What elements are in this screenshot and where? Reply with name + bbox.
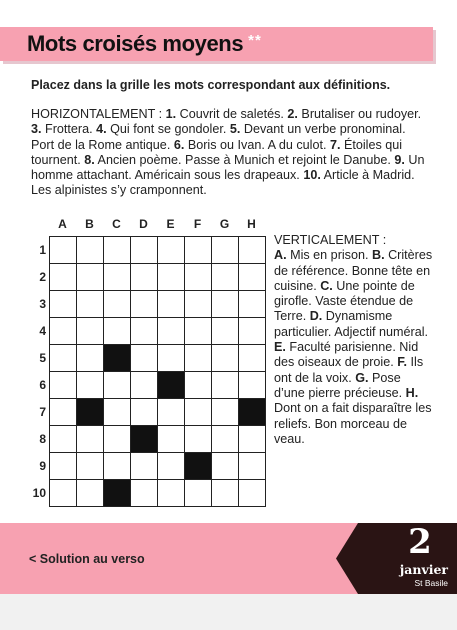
- grid-cell[interactable]: [211, 263, 238, 290]
- grid-cell[interactable]: [76, 236, 103, 263]
- grid-cell[interactable]: [130, 479, 157, 506]
- vertical-clue-text: Une pointe de girofle. Vaste étendue de Terre.: [274, 278, 415, 324]
- grid-cell[interactable]: [76, 479, 103, 506]
- grid-cell[interactable]: [184, 344, 211, 371]
- row-number: 7: [39, 405, 46, 419]
- row-number: 10: [32, 486, 46, 500]
- column-letter: E: [166, 217, 175, 231]
- grid-cell[interactable]: [130, 452, 157, 479]
- vertical-clue-number: C.: [320, 278, 333, 293]
- vertical-clue-number: A.: [274, 248, 287, 263]
- grid-cell[interactable]: [103, 236, 130, 263]
- horizontal-clue-number: 7.: [329, 137, 341, 152]
- grid-cell-black: [157, 371, 184, 398]
- grid-cell[interactable]: [157, 479, 184, 506]
- grid-cell[interactable]: [76, 344, 103, 371]
- grid-cell[interactable]: [238, 452, 265, 479]
- vertical-clue-text: Ils ont de la voix.: [274, 355, 424, 385]
- column-letter: C: [112, 217, 121, 231]
- page-title: [27, 31, 262, 57]
- vertical-clue-text: Dynamisme particulier. Adjectif numéral.: [274, 309, 428, 339]
- grid-cell[interactable]: [238, 479, 265, 506]
- grid-cell[interactable]: [157, 263, 184, 290]
- grid-cell[interactable]: [157, 317, 184, 344]
- column-letters: [49, 217, 265, 231]
- grid-cell[interactable]: [130, 344, 157, 371]
- grid-cell[interactable]: [49, 371, 76, 398]
- grid-cell[interactable]: [103, 263, 130, 290]
- grid-cell[interactable]: [76, 425, 103, 452]
- grid-cell[interactable]: [103, 425, 130, 452]
- grid-cell[interactable]: [76, 317, 103, 344]
- grid-cell[interactable]: [238, 317, 265, 344]
- grid-cell[interactable]: [184, 263, 211, 290]
- grid-cell[interactable]: [211, 236, 238, 263]
- column-letter: D: [139, 217, 148, 231]
- horizontal-clue-number: 10.: [303, 168, 321, 183]
- row-number: 2: [39, 270, 46, 284]
- grid-cell[interactable]: [103, 452, 130, 479]
- grid-cell[interactable]: [238, 236, 265, 263]
- column-letter: H: [247, 217, 256, 231]
- row-number: 3: [39, 297, 46, 311]
- row-number: 8: [39, 432, 46, 446]
- grid-cell[interactable]: [238, 290, 265, 317]
- grid-cell[interactable]: [211, 398, 238, 425]
- grid-cell[interactable]: [184, 236, 211, 263]
- grid-cell[interactable]: [130, 317, 157, 344]
- horizontal-clue-text: Frottera.: [41, 122, 93, 137]
- column-letter: G: [219, 217, 230, 231]
- grid-cell[interactable]: [157, 425, 184, 452]
- horizontal-clue-text: Un homme attachant. Américain sous les drapeaux.: [31, 152, 425, 183]
- grid-cell[interactable]: [238, 425, 265, 452]
- title-text: Mots croisés moyens: [27, 31, 244, 56]
- grid-cell[interactable]: [103, 290, 130, 317]
- horizontal-clue-text: Ancien poème. Passe à Munich et rejoint le Danube.: [94, 152, 391, 167]
- row-numbers: [22, 236, 46, 506]
- column-letter: B: [85, 217, 94, 231]
- vertical-clue-number: G.: [355, 370, 369, 385]
- footer-gray-strip: [0, 594, 457, 630]
- row-number: 6: [39, 378, 46, 392]
- grid-cell[interactable]: [130, 398, 157, 425]
- vertical-clue-number: H.: [405, 385, 419, 400]
- grid-cell[interactable]: [184, 398, 211, 425]
- grid-cell[interactable]: [49, 398, 76, 425]
- horizontal-clue-text: Qui font se gondoler.: [106, 122, 227, 137]
- grid-cell[interactable]: [76, 263, 103, 290]
- grid-cell[interactable]: [49, 479, 76, 506]
- saint-name: St Basile: [414, 578, 448, 588]
- grid-cell[interactable]: [157, 290, 184, 317]
- grid-cell[interactable]: [211, 371, 238, 398]
- grid-cell[interactable]: [184, 479, 211, 506]
- horizontal-clue-number: 8.: [84, 152, 95, 167]
- grid-cell[interactable]: [130, 371, 157, 398]
- horizontal-clue-text: Couvrit de saletés.: [176, 107, 284, 121]
- horizontal-clues: [31, 107, 427, 199]
- vertical-clue-number: E.: [274, 340, 286, 355]
- grid-cell[interactable]: [49, 425, 76, 452]
- grid-cell-black: [103, 344, 130, 371]
- column-letter: A: [58, 217, 67, 231]
- grid-cell[interactable]: [211, 479, 238, 506]
- grid-cell[interactable]: [157, 236, 184, 263]
- horizontal-clue-number: 2.: [287, 107, 298, 121]
- row-number: 9: [39, 459, 46, 473]
- grid-cell[interactable]: [184, 425, 211, 452]
- grid-cell[interactable]: [49, 236, 76, 263]
- solution-link[interactable]: < Solution au verso: [29, 552, 145, 566]
- grid-cell[interactable]: [49, 344, 76, 371]
- grid-cell[interactable]: [211, 452, 238, 479]
- row-number: 1: [39, 243, 46, 257]
- grid-cell[interactable]: [184, 371, 211, 398]
- vertical-clue-text: Critères de référence. Bonne tête en cuisine.: [274, 248, 433, 293]
- grid-cell[interactable]: [49, 452, 76, 479]
- horizontal-heading: HORIZONTALEMENT :: [31, 107, 163, 121]
- crossword-grid[interactable]: [49, 236, 266, 507]
- horizontal-clue-number: 1.: [165, 107, 177, 121]
- grid-cell-black: [130, 425, 157, 452]
- instruction-text: Placez dans la grille les mots correspondant aux définitions.: [31, 78, 391, 92]
- grid-cell[interactable]: [103, 317, 130, 344]
- grid-cell[interactable]: [103, 398, 130, 425]
- grid-cell[interactable]: [49, 317, 76, 344]
- row-number: 5: [39, 351, 46, 365]
- grid-cell[interactable]: [211, 425, 238, 452]
- vertical-clue-text: Pose d’une pierre précieuse.: [274, 370, 403, 400]
- horizontal-clue-text: Article à Madrid. Les alpinistes s’y cramponnent.: [31, 168, 415, 198]
- grid-cell-black: [103, 479, 130, 506]
- grid-cell[interactable]: [76, 452, 103, 479]
- horizontal-clue-text: Boris ou Ivan. A du culot.: [184, 137, 327, 152]
- horizontal-clue-text: Devant un verbe pronominal. Port de la Rome antique.: [31, 122, 406, 152]
- grid-cell-black: [76, 398, 103, 425]
- grid-cell[interactable]: [211, 344, 238, 371]
- grid-cell[interactable]: [76, 371, 103, 398]
- grid-cell[interactable]: [103, 371, 130, 398]
- horizontal-clue-text: Étoiles qui tournent.: [31, 137, 403, 167]
- grid-cell[interactable]: [130, 290, 157, 317]
- horizontal-clue-number: 5.: [229, 122, 241, 137]
- grid-cell[interactable]: [130, 236, 157, 263]
- grid-cell[interactable]: [238, 263, 265, 290]
- grid-cell[interactable]: [211, 290, 238, 317]
- grid-cell[interactable]: [130, 263, 157, 290]
- grid-cell[interactable]: [49, 263, 76, 290]
- vertical-clue-number: F.: [397, 355, 408, 370]
- column-letter: F: [193, 217, 202, 231]
- grid-cell[interactable]: [157, 344, 184, 371]
- grid-cell-black: [238, 398, 265, 425]
- difficulty-stars: **: [248, 32, 262, 49]
- grid-cell[interactable]: [76, 290, 103, 317]
- grid-cell[interactable]: [238, 371, 265, 398]
- date-day: 2: [408, 522, 432, 562]
- grid-cell[interactable]: [184, 290, 211, 317]
- grid-cell[interactable]: [184, 317, 211, 344]
- date-month: janvier: [399, 562, 448, 577]
- grid-cell[interactable]: [49, 290, 76, 317]
- vertical-heading: VERTICALEMENT :: [274, 233, 387, 247]
- vertical-clue-number: B.: [371, 248, 385, 263]
- grid-cell[interactable]: [157, 398, 184, 425]
- horizontal-clue-number: 6.: [173, 137, 185, 152]
- grid-cell[interactable]: [211, 317, 238, 344]
- grid-cell-black: [184, 452, 211, 479]
- grid-cell[interactable]: [238, 344, 265, 371]
- vertical-clue-text: Faculté parisienne. Nid des oiseaux de proie.: [274, 340, 419, 370]
- vertical-clue-text: Dont on a fait disparaître les reliefs. Bon morceau de veau.: [274, 401, 432, 446]
- horizontal-clue-text: Brutaliser ou rudoyer.: [297, 107, 422, 121]
- horizontal-clue-number: 3.: [31, 122, 42, 137]
- vertical-clues: [274, 233, 434, 447]
- vertical-clue-text: Mis en prison.: [286, 248, 369, 263]
- horizontal-clue-number: 9.: [394, 152, 405, 167]
- row-number: 4: [39, 324, 46, 338]
- horizontal-clue-number: 4.: [96, 122, 107, 137]
- vertical-clue-number: D.: [309, 309, 323, 324]
- grid-cell[interactable]: [157, 452, 184, 479]
